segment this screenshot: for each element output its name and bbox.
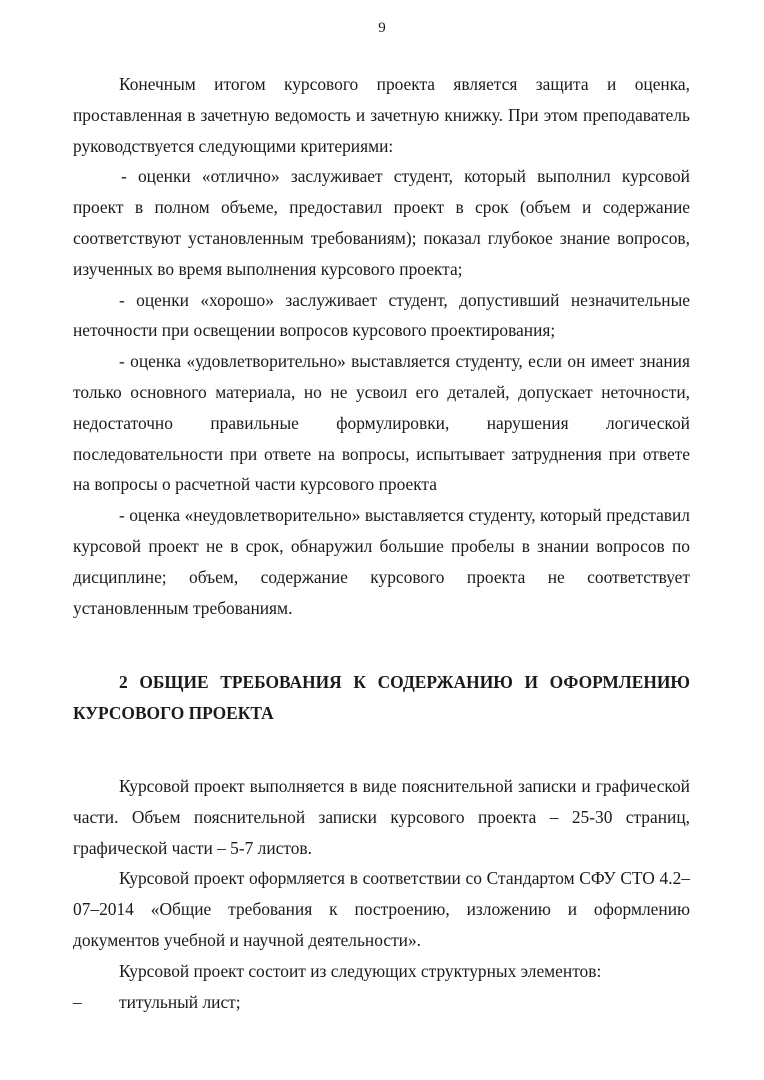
document-body: [73, 69, 690, 1017]
section-heading: 2 ОБЩИЕ ТРЕБОВАНИЯ К СОДЕРЖАНИЮ И ОФОРМЛЕНИЮ КУРСОВОГО ПРОЕКТА: [73, 672, 690, 724]
paragraph-grade-good: - оценки «хорошо» заслуживает студент, допустивший незначительные неточности при освещении вопросов курсового проектирования;: [73, 289, 690, 341]
paragraph-grade-unsatisfactory: - оценка «неудовлетворительно» выставляется студенту, который представил курсовой проект не в срок, обнаружил большие пробелы в знании вопросов по дисциплине; объем, содержание курсового проекта не соответствует установленным требованиям.: [73, 505, 690, 618]
paragraph-grading-intro: Конечным итогом курсового проекта является защита и оценка, проставленная в зачетную ведомость и зачетную книжку. При этом преподаватель руководствуется следующими критериями:: [73, 74, 690, 156]
paragraph-project-format: Курсовой проект выполняется в виде пояснительной записки и графической части. Объем пояснительной записки курсового проекта – 25-30 страниц, графической части – 5-7 листов.: [73, 775, 690, 858]
paragraph-project-standard: Курсовой проект оформляется в соответствии со Стандартом СФУ СТО 4.2–07–2014 «Общие требования к построению, изложению и оформлению документов учебной и научной деятельности».: [73, 868, 690, 950]
list-dash-marker: –: [73, 991, 82, 1012]
list-item-text: титульный лист;: [119, 991, 241, 1012]
page-number: 9: [378, 20, 386, 36]
paragraph-structure-intro: Курсовой проект состоит из следующих структурных элементов:: [119, 960, 602, 981]
list-item: [73, 987, 690, 1018]
paragraph-grade-excellent: - оценки «отлично» заслуживает студент, который выполнил курсовой проект в полном объеме, предоставил проект в срок (объем и содержание соответствуют установленным требованиям); показал глубокое знание вопросов, изученных во время выполнения курсового проекта;: [73, 166, 690, 279]
paragraph-grade-satisfactory: - оценка «удовлетворительно» выставляется студенту, если он имеет знания только основного материала, но не усвоил его деталей, допускает неточности, недостаточно правильные формулировки, нарушения логической последовательности при ответе на вопросы, испытывает затруднения при ответе на вопросы о расчетной части курсового проекта: [73, 351, 690, 495]
